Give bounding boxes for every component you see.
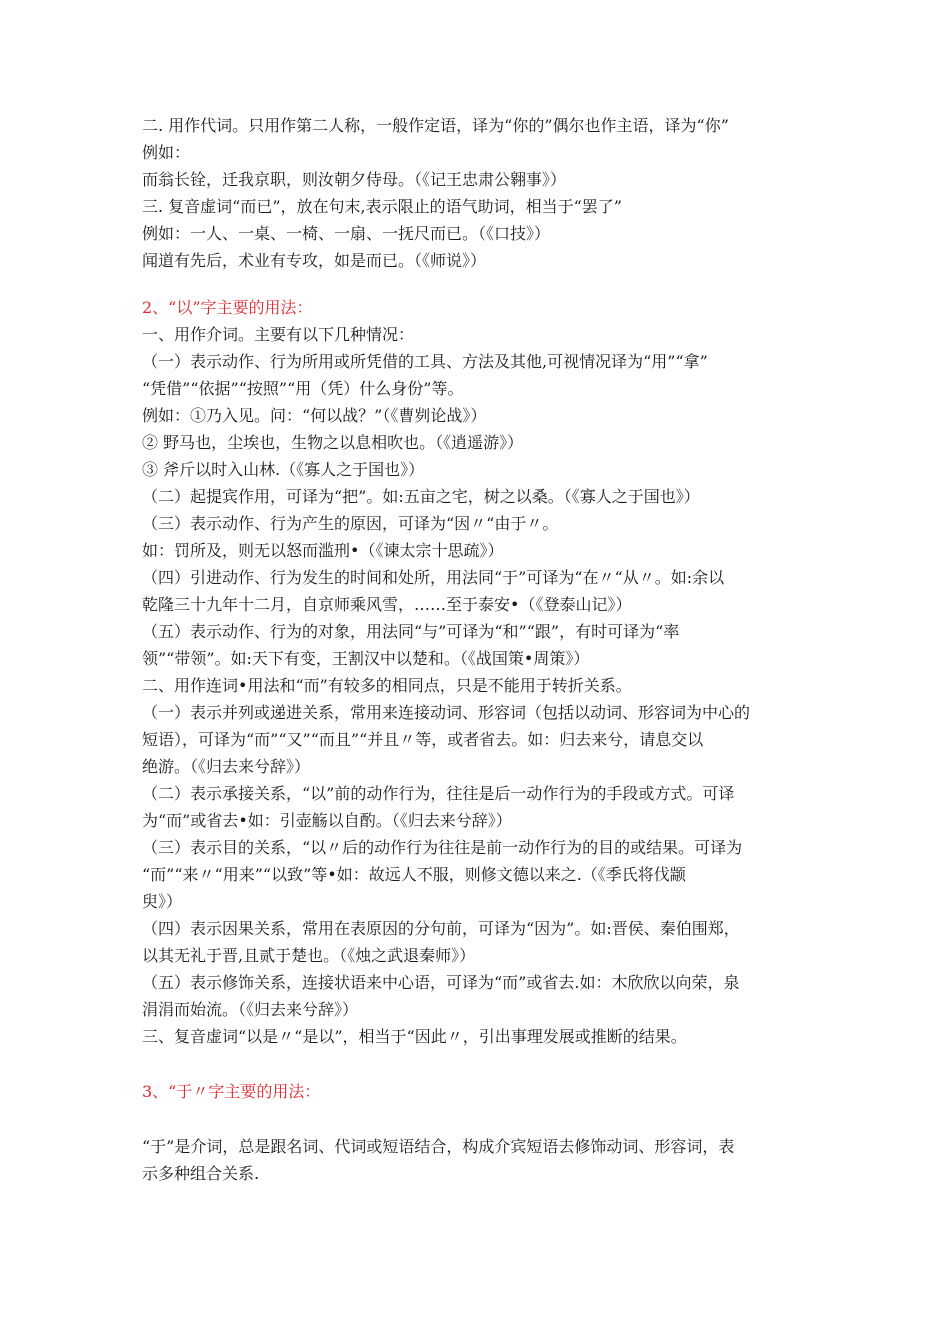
text-line: 短语），可译为“而”“又”“而且”“并且〃等，或者省去。如：归去来兮，请息交以 <box>142 730 704 749</box>
text-line: 三. 复音虚词“而已”，放在句末,表示限止的语气助词，相当于“罢了” <box>142 197 622 216</box>
text-line: ③ 斧斤以时入山林.（《寡人之于国也》） <box>142 460 425 479</box>
text-line: “于”是介词，总是跟名词、代词或短语结合，构成介宾短语去修饰动词、形容词，表 <box>142 1137 735 1156</box>
text-line: （五）表示动作、行为的对象，用法同“与”可译为“和”“跟”，有时可译为“率 <box>142 622 680 641</box>
paragraph-gap <box>142 1105 812 1133</box>
text-line: 二. 用作代词。只用作第二人称，一般作定语，译为“你的”偶尔也作主语，译为“你” <box>142 116 729 135</box>
text-line: 二、用作连词•用法和“而”有较多的相同点，只是不能用于转折关系。 <box>142 676 632 695</box>
text-line: 以其无礼于晋,且贰于楚也。（《烛之武退秦师》） <box>142 946 476 965</box>
text-line: 一、用作介词。主要有以下几种情况： <box>142 325 415 344</box>
text-line: 三、复音虚词“以是〃“是以”，相当于“因此〃，引出事理发展或推断的结果。 <box>142 1027 687 1046</box>
text-line: ② 野马也，尘埃也，生物之以息相吹也。（《逍遥游》） <box>142 433 524 452</box>
text-line: “凭借”“依据”“按照”“用（凭）什么身份”等。 <box>142 379 464 398</box>
text-line: 领”“带领”。如:天下有变，王割汉中以楚和。（《战国策•周策》） <box>142 649 590 668</box>
text-line: （二）表示承接关系，“以”前的动作行为，往往是后一动作行为的手段或方式。可译 <box>142 784 735 803</box>
text-line: （四）引进动作、行为发生的时间和处所，用法同“于”可译为“在〃“从〃。如:余以 <box>142 568 725 587</box>
text-line: 为“而”或省去•如：引壶觞以自酌。（《归去来兮辞》） <box>142 811 512 830</box>
text-line: 而翁长铨，迁我京职，则汝朝夕侍母。（《记王忠肃公翱事》） <box>142 170 567 189</box>
section-heading: 2、“以”字主要的用法： <box>142 298 313 317</box>
text-line: （三）表示动作、行为产生的原因，可译为“因〃“由于〃。 <box>142 514 559 533</box>
paragraph-gap <box>142 274 812 294</box>
text-line: （二）起提宾作用，可译为“把”。如:五亩之宅，树之以桑。（《寡人之于国也》） <box>142 487 700 506</box>
text-line: 涓涓而始流。（《归去来兮辞》） <box>142 1000 359 1019</box>
document-page <box>142 112 812 1187</box>
text-line: （五）表示修饰关系，连接状语来中心语，可译为“而”或省去.如：木欣欣以向荣，泉 <box>142 973 740 992</box>
text-line: （一）表示并列或递进关系，常用来连接动词、形容词（包括以动词、形容词为中心的 <box>142 703 751 722</box>
text-line: 示多种组合关系. <box>142 1164 260 1183</box>
text-line: （四）表示因果关系，常用在表原因的分句前，可译为“因为”。如:晋侯、秦伯围郑， <box>142 919 740 938</box>
text-line: 例如： <box>142 143 191 162</box>
text-line: 例如：一人、一桌、一椅、一扇、一抚尺而已。（《口技》） <box>142 224 551 243</box>
text-line: 如：罚所及，则无以怒而滥刑•（《谏太宗十思疏》） <box>142 541 504 560</box>
paragraph-gap <box>142 1050 812 1078</box>
text-line: 闻道有先后，术业有专攻，如是而已。（《师说》） <box>142 251 487 270</box>
text-line: “而”“来〃“用来”“以致”等•如：故远人不服，则修文德以来之.（《季氏将伐颛 <box>142 865 686 884</box>
section-heading: 3、“于〃字主要的用法： <box>142 1082 321 1101</box>
text-line: （一）表示动作、行为所用或所凭借的工具、方法及其他,可视情况译为“用”“拿” <box>142 352 708 371</box>
text-line: （三）表示目的关系，“以〃后的动作行为往往是前一动作行为的目的或结果。可译为 <box>142 838 743 857</box>
text-line: 乾隆三十九年十二月，自京师乘风雪，……至于泰安•（《登泰山记》） <box>142 595 632 614</box>
text-line: 例如：①乃入见。问：“何以战？”（《曹刿论战》） <box>142 406 487 425</box>
text-line: 臾》） <box>142 892 183 911</box>
text-line: 绝游。（《归去来兮辞》） <box>142 757 311 776</box>
